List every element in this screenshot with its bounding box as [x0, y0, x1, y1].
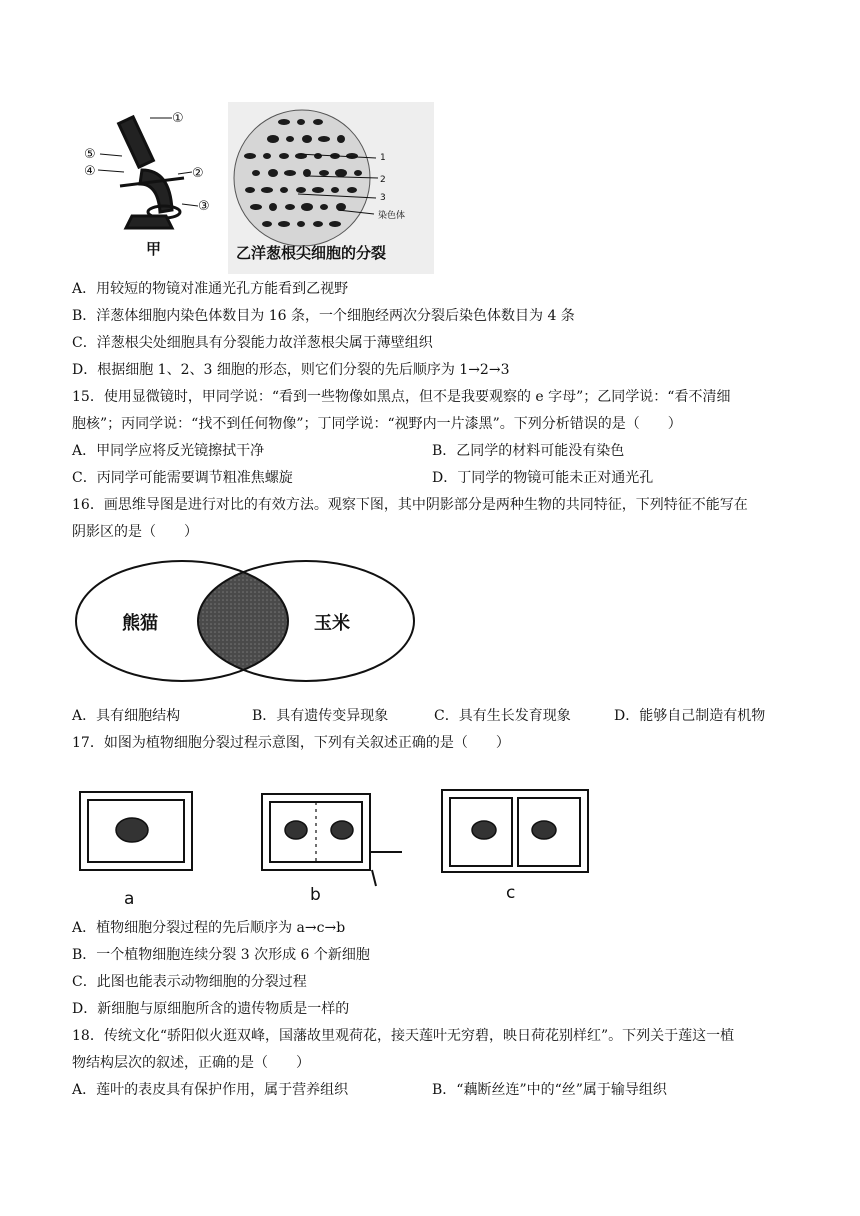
cell-nucleus-dot	[244, 153, 256, 159]
q16-option-b: B．具有遗传变异现象	[252, 708, 389, 724]
cell-nucleus-dot	[285, 204, 295, 210]
cell-nucleus-dot	[313, 221, 323, 227]
cell-nucleus-dot	[261, 187, 273, 193]
cell-nucleus-dot	[297, 119, 305, 125]
yi-callout-chromosome: 染色体	[378, 211, 406, 221]
venn-left-label: 熊猫	[122, 613, 158, 634]
q15-stem-line1: 15．使用显微镜时，甲同学说：“看到一些物像如黑点，但不是我要观察的 e 字母”；乙同学说：“看不清细	[72, 389, 731, 405]
cell-nucleus-dot	[296, 187, 306, 193]
q18-option-a: A．莲叶的表皮具有保护作用，属于营养组织	[72, 1082, 349, 1098]
cell-nucleus-dot	[284, 170, 296, 176]
callout-3: ③	[198, 199, 210, 214]
cell-nucleus-dot	[346, 153, 358, 159]
cell-label-c: c	[506, 883, 516, 903]
cell-nucleus-dot	[286, 136, 294, 142]
cell-label-a: a	[124, 889, 135, 909]
cell-nucleus-dot	[337, 135, 345, 143]
q14-option-d: D．根据细胞 1、2、3 细胞的形态，则它们分裂的先后顺序为 1→2→3	[72, 362, 510, 378]
cell-nucleus-dot	[319, 170, 329, 176]
callout-2: ②	[192, 166, 204, 181]
cell-nucleus-dot	[312, 187, 324, 193]
figure-jia-label: 甲	[146, 240, 162, 258]
cell-nucleus-dot	[262, 221, 272, 227]
q16-option-c: C．具有生长发育现象	[434, 708, 571, 724]
yi-callout-3: 3	[380, 193, 386, 203]
q15-stem-line2: 胞核”；丙同学说：“找不到任何物像”；丁同学说：“视野内一片漆黑”。下列分析错误的是（ ）	[72, 416, 682, 432]
cell-nucleus-dot	[278, 119, 290, 125]
cell-nucleus-dot	[280, 187, 288, 193]
q15-option-c: C．丙同学可能需要调节粗准焦螺旋	[72, 470, 293, 486]
venn-right-label: 玉米	[314, 613, 350, 634]
cell-nucleus-dot	[268, 169, 278, 177]
cell-nucleus-dot	[250, 204, 262, 210]
cell-nucleus-dot	[318, 136, 330, 142]
cell-nucleus-dot	[302, 135, 312, 143]
q18-option-b: B．“藕断丝连”中的“丝”属于输导组织	[432, 1082, 667, 1098]
q16-option-d: D．能够自己制造有机物	[614, 708, 766, 724]
cell-label-b: b	[310, 885, 321, 905]
callout-1: ①	[172, 111, 184, 126]
cell-nucleus-dot	[301, 203, 313, 211]
cell-nucleus-dot	[267, 135, 279, 143]
cell-nucleus-dot	[320, 204, 328, 210]
cell-nucleus-dot	[335, 169, 347, 177]
q17-option-b: B．一个植物细胞连续分裂 3 次形成 6 个新细胞	[72, 947, 370, 963]
q14-option-a: A．用较短的物镜对准通光孔方能看到乙视野	[72, 281, 349, 297]
cell-nucleus-dot	[263, 153, 271, 159]
callout-5: ⑤	[84, 147, 96, 162]
q18-stem-line2: 物结构层次的叙述，正确的是（ ）	[72, 1055, 310, 1071]
cell-nucleus-dot	[313, 119, 323, 125]
yi-callout-1: 1	[380, 153, 386, 163]
cell-nucleus-dot	[314, 153, 322, 159]
cell-nucleus-dot	[278, 221, 290, 227]
q17-option-c: C．此图也能表示动物细胞的分裂过程	[72, 974, 307, 990]
q14-option-b: B．洋葱体细胞内染色体数目为 16 条，一个细胞经两次分裂后染色体数目为 4 条	[72, 308, 575, 324]
q16-stem-line1: 16．画思维导图是进行对比的有效方法。观察下图，其中阴影部分是两种生物的共同特征，下列特征不能写在	[72, 497, 748, 513]
cell-nucleus-dot	[354, 170, 362, 176]
callout-4: ④	[84, 164, 96, 179]
onion-root-cell-figure	[228, 102, 434, 274]
cell-nucleus-dot	[329, 221, 341, 227]
q16-option-a: A．具有细胞结构	[72, 708, 181, 724]
venn-diagram	[70, 555, 420, 685]
q15-option-d: D．丁同学的物镜可能未正对通光孔	[432, 470, 654, 486]
figure-yi-caption: 乙洋葱根尖细胞的分裂	[236, 244, 387, 262]
cell-nucleus-dot	[269, 203, 277, 211]
q14-option-c: C．洋葱根尖处细胞具有分裂能力故洋葱根尖属于薄壁组织	[72, 335, 433, 351]
cell-division-figure	[72, 782, 592, 910]
q17-option-a: A．植物细胞分裂过程的先后顺序为 a→c→b	[72, 920, 346, 936]
cell-nucleus-dot	[279, 153, 289, 159]
cell-nucleus-dot	[331, 187, 339, 193]
q15-option-a: A．甲同学应将反光镜擦拭干净	[72, 443, 265, 459]
cell-nucleus-dot	[336, 203, 346, 211]
cell-nucleus-dot	[297, 221, 305, 227]
cell-nucleus-dot	[245, 187, 255, 193]
cell-nucleus-dot	[347, 187, 357, 193]
q17-stem: 17．如图为植物细胞分裂过程示意图，下列有关叙述正确的是（ ）	[72, 735, 510, 751]
q15-option-b: B．乙同学的材料可能没有染色	[432, 443, 625, 459]
q18-stem-line1: 18．传统文化“骄阳似火逛双峰，国藩故里观荷花，接天莲叶无穷碧，映日荷花别样红”。下列关于莲这一植	[72, 1028, 735, 1044]
microscope-figure	[80, 100, 220, 260]
q16-stem-line2: 阴影区的是（ ）	[72, 524, 198, 540]
yi-callout-2: 2	[380, 175, 386, 185]
cell-nucleus-dot	[252, 170, 260, 176]
q17-option-d: D．新细胞与原细胞所含的遗传物质是一样的	[72, 1001, 350, 1017]
